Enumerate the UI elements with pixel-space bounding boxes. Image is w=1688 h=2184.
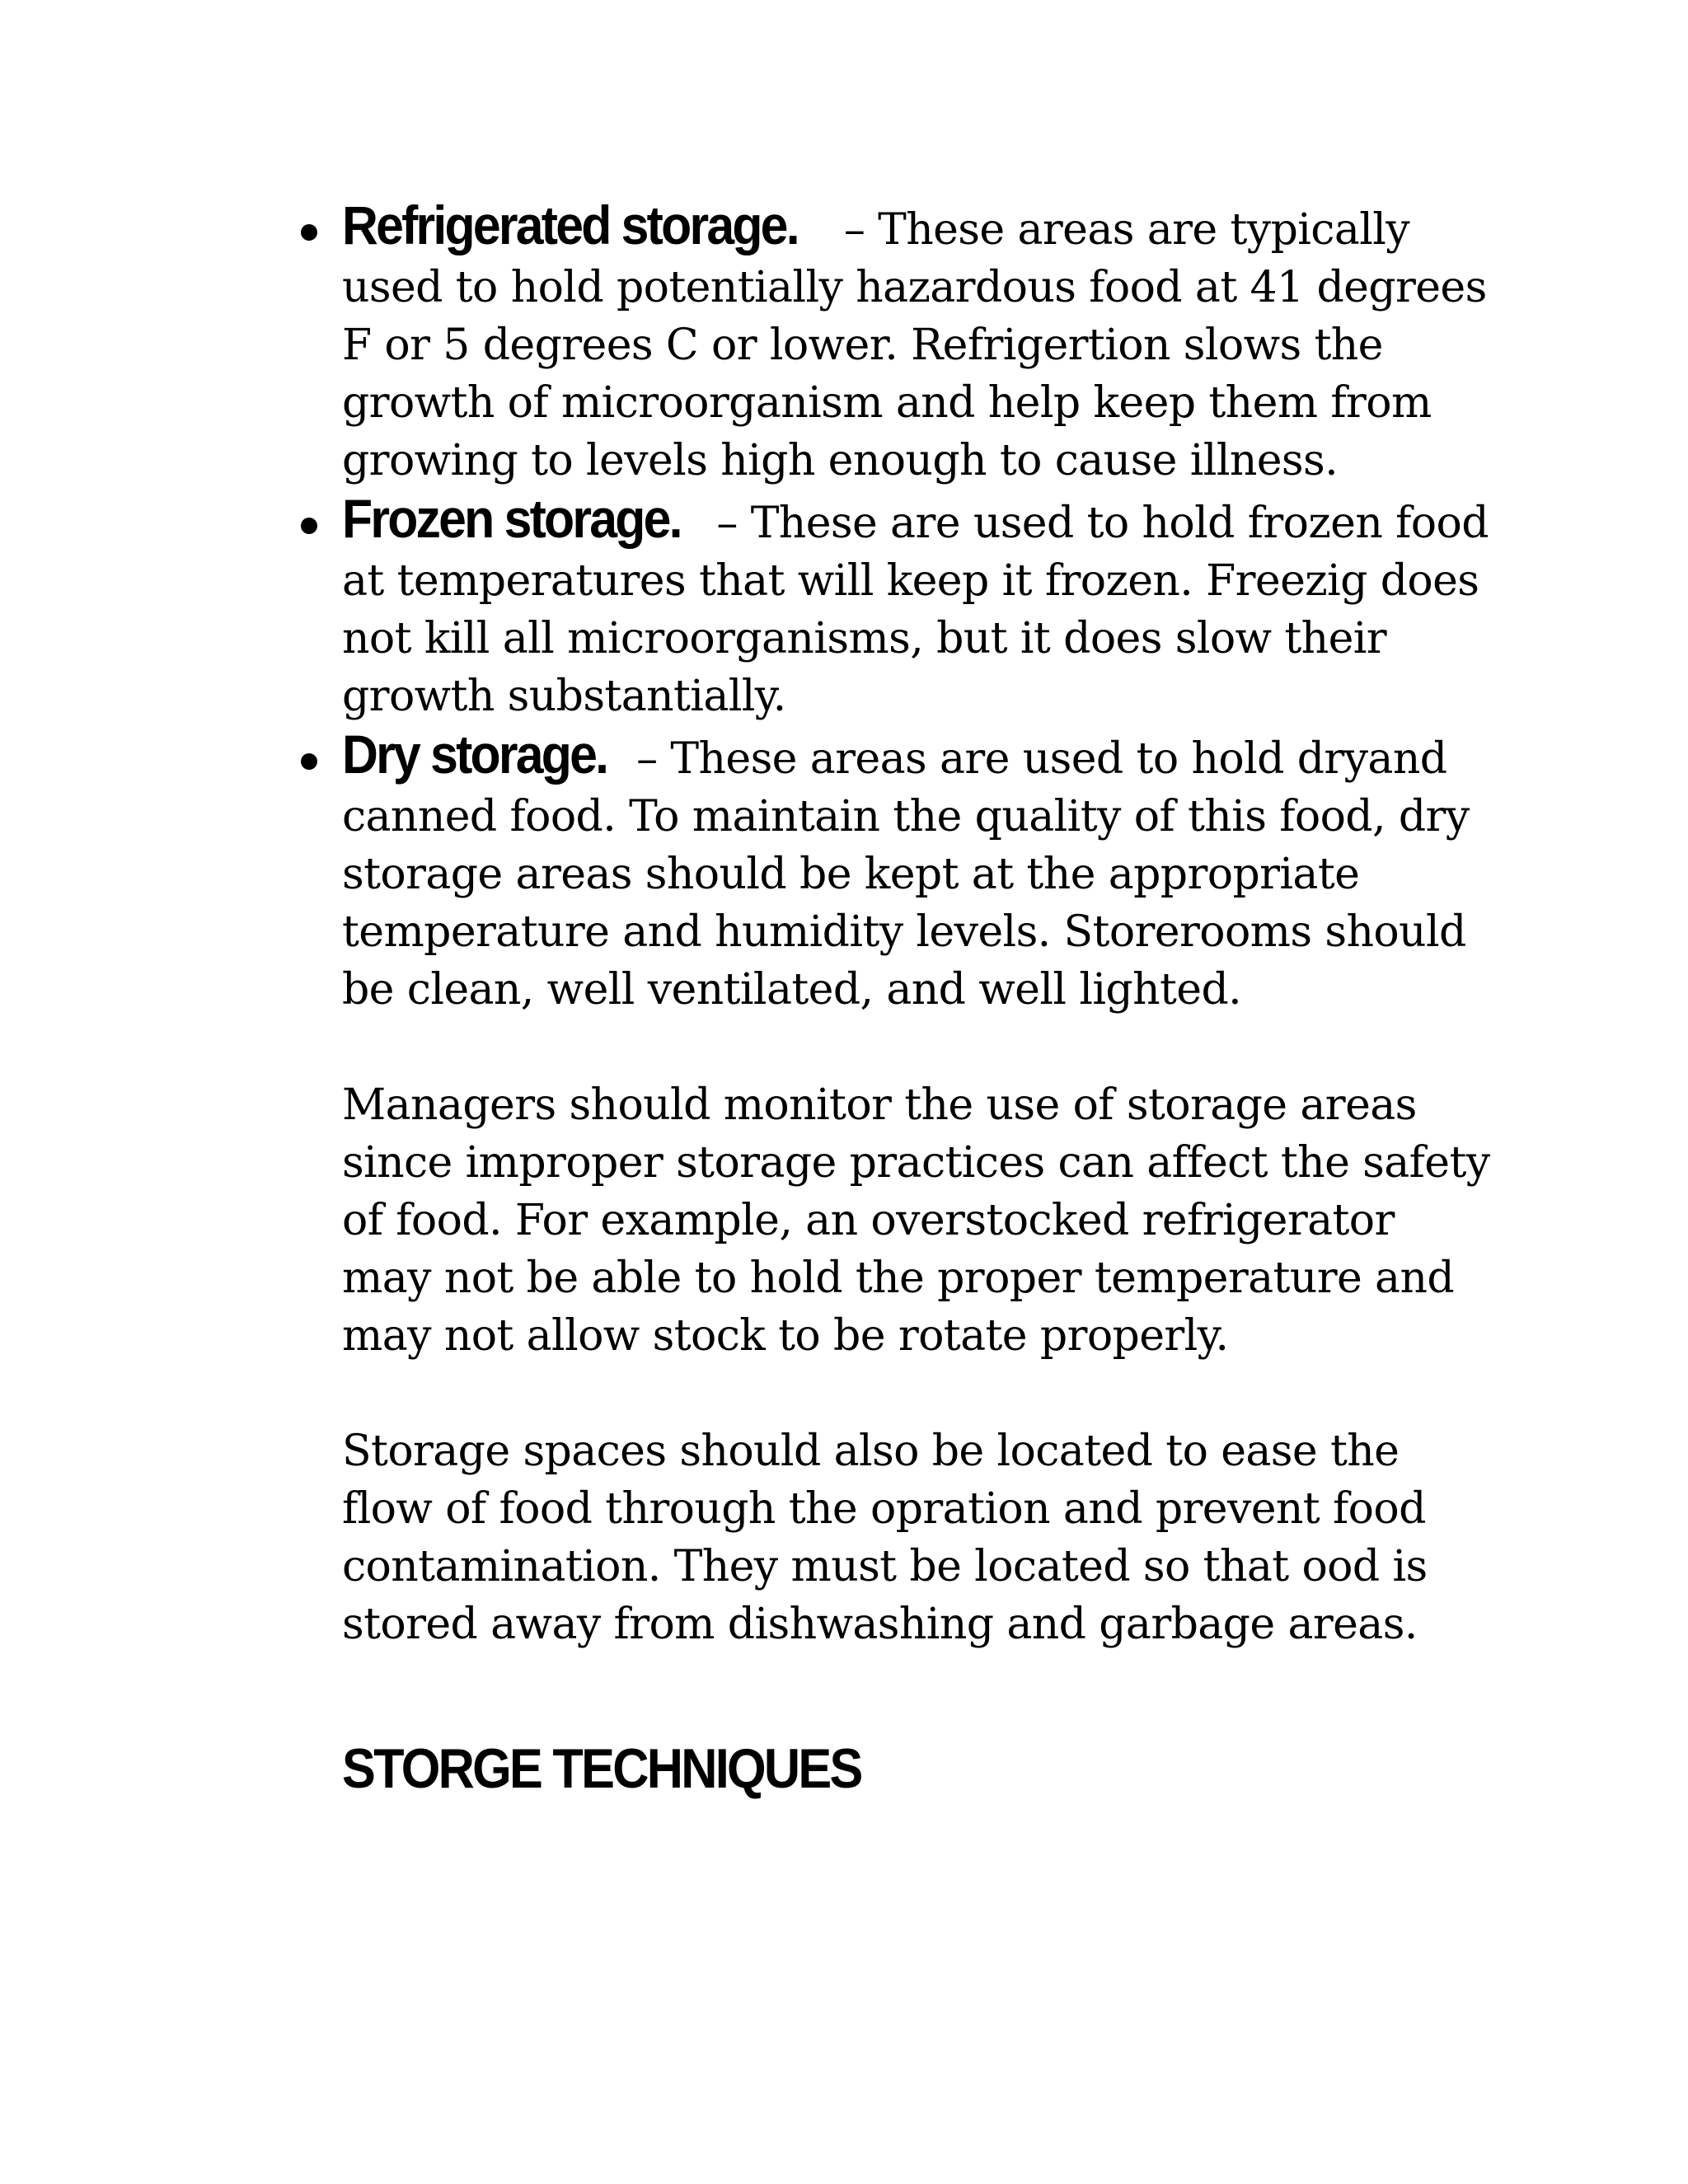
term-frozen-storage: Frozen storage. bbox=[342, 488, 681, 549]
term-dash: – bbox=[716, 499, 738, 548]
term-dash: – bbox=[636, 734, 658, 784]
section-title: STORGE TECHNIQUES bbox=[342, 1737, 861, 1800]
bullet-icon bbox=[301, 224, 317, 241]
paragraph-managers-monitor: Managers should monitor the use of storage areas since improper storage practices can affect the safety of food. For example, an overstocked refrigerator may not be able to hold the proper temperature and may not allow stock to be rotate properly. bbox=[342, 1080, 1490, 1361]
bullet-icon bbox=[301, 518, 317, 534]
term-refrigerated-storage: Refrigerated storage. bbox=[342, 194, 798, 255]
description-dry-storage: These areas are used to hold dryand canned food. To maintain the quality of this food, dry storage areas should be kept at the appropriate temperature and humidity levels. Storerooms should be clean, well ventilated, and well lighted. bbox=[342, 734, 1470, 1015]
list-item-frozen-storage bbox=[342, 490, 1496, 725]
description-refrigerated-storage: These areas are typically used to hold potentially hazardous food at 41 degrees F or 5 degrees C or lower. Refrigertion slows the growth of microorganism and help keep them from growing to levels high enough to cause illness. bbox=[342, 205, 1487, 485]
paragraph-storage-location: Storage spaces should also be located to ease the flow of food through the opration and prevent food contamination. They must be located so that ood is stored away from dishwashing and garbage areas. bbox=[342, 1427, 1428, 1649]
list-item-dry-storage bbox=[342, 725, 1496, 1019]
term-dash: – bbox=[843, 205, 865, 255]
bullet-icon bbox=[301, 753, 317, 770]
term-dry-storage: Dry storage. bbox=[342, 724, 607, 785]
list-item-refrigerated-storage bbox=[342, 196, 1496, 490]
page-content bbox=[342, 196, 1496, 1802]
description-frozen-storage: These are used to hold frozen food at temperatures that will keep it frozen. Freezig does not kill all microorganisms, but it does slow their growth substantially. bbox=[342, 499, 1489, 721]
storage-types-list bbox=[342, 196, 1496, 1019]
